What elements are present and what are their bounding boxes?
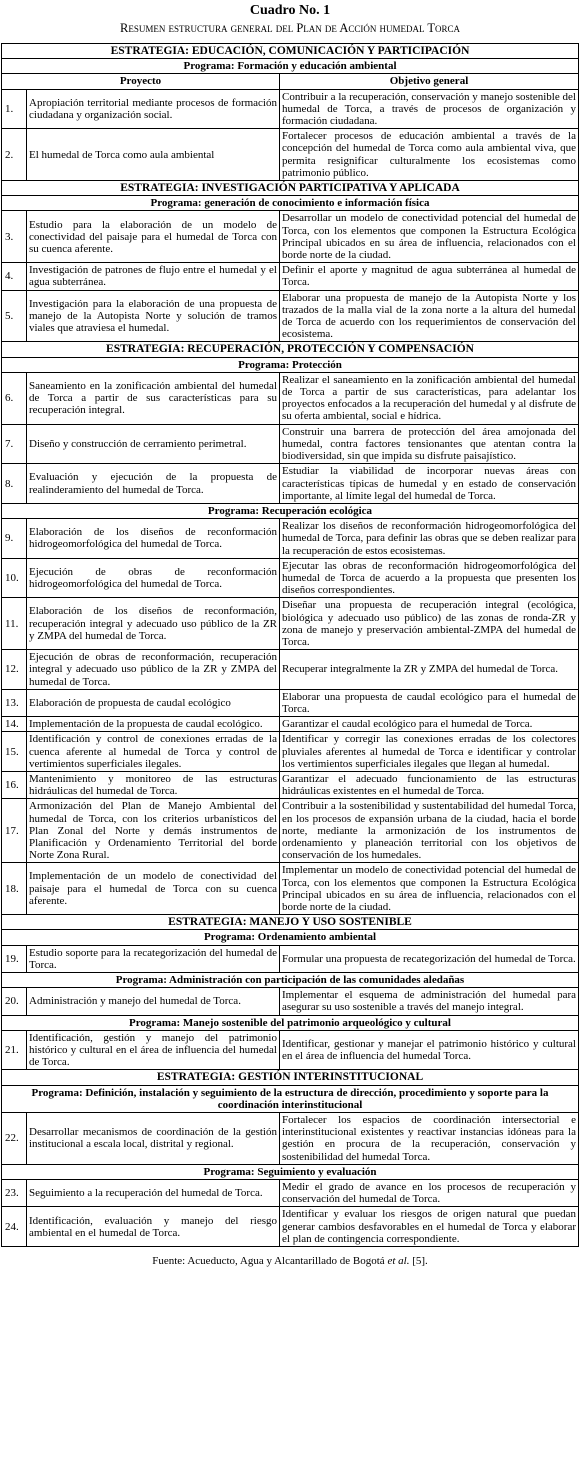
program-row: [2, 930, 579, 945]
row-number: 1.: [2, 89, 27, 129]
program-heading: Programa: Seguimiento y evaluación: [2, 1164, 579, 1179]
header-project: Proyecto: [2, 74, 280, 89]
program-row: [2, 196, 579, 211]
project-cell: Elaboración de los diseños de reconformación hidrogeomorfológica del humedal de Torca.: [27, 519, 280, 559]
program-heading: Programa: Manejo sostenible del patrimonio arqueológico y cultural: [2, 1015, 579, 1030]
row-number: 15.: [2, 732, 27, 772]
program-heading: Programa: Administración con participación de las comunidades aledañas: [2, 973, 579, 988]
project-cell: Investigación para la elaboración de una propuesta de manejo de la Autopista Norte y solución de tramos viales que atraviesa el humedal.: [27, 290, 280, 342]
table-row: [2, 689, 579, 716]
program-row: [2, 1164, 579, 1179]
caption-title: Cuadro No. 1: [249, 3, 331, 18]
project-cell: Ejecución de obras de reconformación hidrogeomorfológica del humedal de Torca.: [27, 558, 280, 598]
objective-cell: Estudiar la viabilidad de incorporar nuevas áreas con características típicas de humedal y en estado de conservación importante, al límite legal del humedal de Torca.: [280, 464, 579, 504]
row-number: 3.: [2, 211, 27, 263]
project-cell: Administración y manejo del humedal de Torca.: [27, 988, 280, 1015]
program-heading: Programa: Recuperación ecológica: [2, 503, 579, 518]
row-number: 22.: [2, 1113, 27, 1165]
source-suffix: [5].: [409, 1255, 428, 1268]
table-row: [2, 211, 579, 263]
objective-cell: Construir una barrera de protección del área amojonada del humedal, contra factores tensionantes que atentan contra la biodiversidad, sin que impida su disfrute paisajístico.: [280, 424, 579, 464]
row-number: 9.: [2, 519, 27, 559]
source-note: [0, 1255, 580, 1267]
program-heading: Programa: Formación y educación ambiental: [2, 59, 579, 74]
objective-cell: Identificar, gestionar y manejar el patrimonio histórico y cultural en el área de influencia del humedal Torca.: [280, 1030, 579, 1070]
project-cell: Elaboración de los diseños de reconformación, recuperación integral y adecuado uso público de la ZR y ZMPA del humedal de Torca.: [27, 598, 280, 650]
project-cell: Investigación de patrones de flujo entre el humedal y el agua subterránea.: [27, 263, 280, 290]
row-number: 8.: [2, 464, 27, 504]
project-cell: Identificación, gestión y manejo del patrimonio histórico y cultural en el área de influencia del humedal de Torca.: [27, 1030, 280, 1070]
row-number: 23.: [2, 1180, 27, 1207]
strategy-row: [2, 181, 579, 196]
table-body: [2, 44, 579, 1247]
row-number: 21.: [2, 1030, 27, 1070]
program-row: [2, 973, 579, 988]
project-cell: El humedal de Torca como aula ambiental: [27, 129, 280, 181]
objective-cell: Implementar un modelo de conectividad potencial del humedal de Torca, con los elementos que componen la Estructura Ecológica Principal ubicados en su área de influencia, relacionados con el borde norte de la ciudad.: [280, 863, 579, 915]
objective-cell: Fortalecer los espacios de coordinación intersectorial e interinstitucional existentes y reactivar instancias idóneas para la gestión en procura de la recuperación, conservación y sostenibilidad del humedal Torca.: [280, 1113, 579, 1165]
objective-cell: Diseñar una propuesta de recuperación integral (ecológica, biológica y adecuado uso público) de las zonas de ronda-ZR y zona de manejo y preservación ambiental-ZMPA del humedal de Torca.: [280, 598, 579, 650]
objective-cell: Contribuir a la sostenibilidad y sustentabilidad del humedal Torca, en los procesos de expansión urbana de la ciudad, hacia el borde norte, mediante la armonización de los instrumentos de ordenamiento y planeación territorial con los objetivos de conservación de los humedales.: [280, 799, 579, 863]
row-number: 2.: [2, 129, 27, 181]
project-cell: Implementación de la propuesta de caudal ecológico.: [27, 717, 280, 732]
strategy-row: [2, 342, 579, 357]
row-number: 5.: [2, 290, 27, 342]
strategy-heading: ESTRATEGIA: RECUPERACIÓN, PROTECCIÓN Y COMPENSACIÓN: [2, 342, 579, 357]
row-number: 11.: [2, 598, 27, 650]
project-cell: Apropiación territorial mediante procesos de formación ciudadana y organización social.: [27, 89, 280, 129]
objective-cell: Ejecutar las obras de reconformación hidrogeomorfológica del humedal de Torca de acuerdo a la propuesta que presenten los diseños correspondientes.: [280, 558, 579, 598]
objective-cell: Realizar el saneamiento en la zonificación ambiental del humedal de Torca a partir de sus características, para adelantar los proyectos enfocados a la recuperación del humedal y al disfrute de su oferta ambiental, social e hídrica.: [280, 372, 579, 424]
objective-cell: Formular una propuesta de recategorización del humedal de Torca.: [280, 945, 579, 972]
project-cell: Estudio soporte para la recategorización del humedal de Torca.: [27, 945, 280, 972]
table-row: [2, 89, 579, 129]
objective-cell: Medir el grado de avance en los procesos de recuperación y conservación del humedal de Torca.: [280, 1180, 579, 1207]
row-number: 4.: [2, 263, 27, 290]
project-cell: Ejecución de obras de reconformación, recuperación integral y adecuado uso público de la ZR y ZMPA del humedal de Torca.: [27, 650, 280, 690]
table-row: [2, 863, 579, 915]
table-row: [2, 290, 579, 342]
project-cell: Desarrollar mecanismos de coordinación de la gestión institucional a escala local, distrital y regional.: [27, 1113, 280, 1165]
table-row: [2, 519, 579, 559]
table-row: [2, 717, 579, 732]
program-row: [2, 503, 579, 518]
row-number: 13.: [2, 689, 27, 716]
objective-cell: Garantizar el adecuado funcionamiento de las estructuras hidráulicas existentes en el humedal de Torca.: [280, 771, 579, 798]
project-cell: Elaboración de propuesta de caudal ecológico: [27, 689, 280, 716]
program-heading: Programa: Protección: [2, 357, 579, 372]
objective-cell: Elaborar una propuesta de caudal ecológico para el humedal de Torca.: [280, 689, 579, 716]
project-cell: Mantenimiento y monitoreo de las estructuras hidráulicas del humedal de Torca.: [27, 771, 280, 798]
objective-cell: Garantizar el caudal ecológico para el humedal de Torca.: [280, 717, 579, 732]
strategy-heading: ESTRATEGIA: MANEJO Y USO SOSTENIBLE: [2, 915, 579, 930]
objective-cell: Contribuir a la recuperación, conservación y manejo sostenible del humedal de Torca, a través de procesos de organización y formación ciudadana.: [280, 89, 579, 129]
row-number: 18.: [2, 863, 27, 915]
table-row: [2, 129, 579, 181]
program-row: [2, 59, 579, 74]
objective-cell: Definir el aporte y magnitud de agua subterránea al humedal de Torca.: [280, 263, 579, 290]
table-row: [2, 799, 579, 863]
objective-cell: Desarrollar un modelo de conectividad potencial del humedal de Torca, con los elementos que componen la Estructura Ecológica Principal ubicados en su área de influencia, relacionados con el borde norte de la ciudad.: [280, 211, 579, 263]
objective-cell: Recuperar integralmente la ZR y ZMPA del humedal de Torca.: [280, 650, 579, 690]
table-row: [2, 988, 579, 1015]
project-cell: Identificación, evaluación y manejo del riesgo ambiental en el humedal de Torca.: [27, 1207, 280, 1247]
project-cell: Diseño y construcción de cerramiento perimetral.: [27, 424, 280, 464]
row-number: 12.: [2, 650, 27, 690]
header-objective: Objetivo general: [280, 74, 579, 89]
caption-subtitle: Resumen estructura general del Plan de Acción humedal Torca: [119, 21, 461, 35]
objective-cell: Fortalecer procesos de educación ambiental a través de la concepción del humedal de Torca como aula ambiental viva, que permita resignificar culturalmente los ecosistemas como patrimonio público.: [280, 129, 579, 181]
project-cell: Seguimiento a la recuperación del humedal de Torca.: [27, 1180, 280, 1207]
row-number: 10.: [2, 558, 27, 598]
row-number: 7.: [2, 424, 27, 464]
table-row: [2, 424, 579, 464]
objective-cell: Identificar y corregir las conexiones erradas de los colectores pluviales aferentes al humedal de Torca e identificar y controlar los vertimientos superficiales ilegales que llegan al humedal.: [280, 732, 579, 772]
table-row: [2, 372, 579, 424]
row-number: 20.: [2, 988, 27, 1015]
table-row: [2, 732, 579, 772]
strategy-heading: ESTRATEGIA: EDUCACIÓN, COMUNICACIÓN Y PARTICIPACIÓN: [2, 44, 579, 59]
row-number: 19.: [2, 945, 27, 972]
source-etal: et al.: [387, 1255, 410, 1268]
program-heading: Programa: Definición, instalación y seguimiento de la estructura de dirección, procedimiento y soporte para la coordinación interinstitucional: [2, 1085, 579, 1112]
program-row: [2, 1015, 579, 1030]
project-cell: Armonización del Plan de Manejo Ambiental del humedal de Torca, con los criterios urbanísticos del Plan Zonal del Norte y demás instrumentos de Planificación y Ordenamiento Territorial del borde Norte Zona Rural.: [27, 799, 280, 863]
row-number: 14.: [2, 717, 27, 732]
objective-cell: Implementar el esquema de administración del humedal para asegurar su uso sostenible a través del manejo integral.: [280, 988, 579, 1015]
row-number: 6.: [2, 372, 27, 424]
program-row: [2, 1085, 579, 1112]
table-row: [2, 464, 579, 504]
program-heading: Programa: Ordenamiento ambiental: [2, 930, 579, 945]
table-caption: [0, 2, 580, 37]
row-number: 24.: [2, 1207, 27, 1247]
table-row: [2, 945, 579, 972]
strategy-row: [2, 915, 579, 930]
project-cell: Evaluación y ejecución de la propuesta de realinderamiento del humedal de Torca.: [27, 464, 280, 504]
table-row: [2, 771, 579, 798]
table-row: [2, 558, 579, 598]
objective-cell: Identificar y evaluar los riesgos de origen natural que puedan generar cambios desfavorables en el humedal de Torca y elaborar el plan de contingencia correspondiente.: [280, 1207, 579, 1247]
table-row: [2, 1030, 579, 1070]
column-header-row: [2, 74, 579, 89]
table-row: [2, 1207, 579, 1247]
objective-cell: Realizar los diseños de reconformación hidrogeomorfológica del humedal de Torca, para definir las obras que se deben realizar para la recuperación de estos ecosistemas.: [280, 519, 579, 559]
row-number: 16.: [2, 771, 27, 798]
strategy-row: [2, 44, 579, 59]
objective-cell: Elaborar una propuesta de manejo de la Autopista Norte y los trazados de la malla vial de la zona norte a la altura del humedal de Torca de acuerdo con los requerimientos de conservación del ecosistema.: [280, 290, 579, 342]
table-row: [2, 650, 579, 690]
source-prefix: Fuente: Acueducto, Agua y Alcantarillado de Bogotá: [152, 1255, 388, 1268]
program-heading: Programa: generación de conocimiento e información física: [2, 196, 579, 211]
table-row: [2, 263, 579, 290]
project-cell: Identificación y control de conexiones erradas de la cuenca aferente al humedal de Torca y control de vertimientos superficiales ilegales.: [27, 732, 280, 772]
row-number: 17.: [2, 799, 27, 863]
program-row: [2, 357, 579, 372]
table-row: [2, 598, 579, 650]
strategy-heading: ESTRATEGIA: INVESTIGACIÓN PARTICIPATIVA Y APLICADA: [2, 181, 579, 196]
strategy-heading: ESTRATEGIA: GESTIÓN INTERINSTITUCIONAL: [2, 1070, 579, 1085]
table-row: [2, 1180, 579, 1207]
table-row: [2, 1113, 579, 1165]
strategy-row: [2, 1070, 579, 1085]
project-cell: Implementación de un modelo de conectividad del paisaje para el humedal de Torca con su cuenca aferente.: [27, 863, 280, 915]
project-cell: Saneamiento en la zonificación ambiental del humedal de Torca a partir de sus características para su recuperación integral.: [27, 372, 280, 424]
action-plan-table: [1, 43, 579, 1247]
project-cell: Estudio para la elaboración de un modelo de conectividad del paisaje para el humedal de Torca con su cuenca aferente.: [27, 211, 280, 263]
